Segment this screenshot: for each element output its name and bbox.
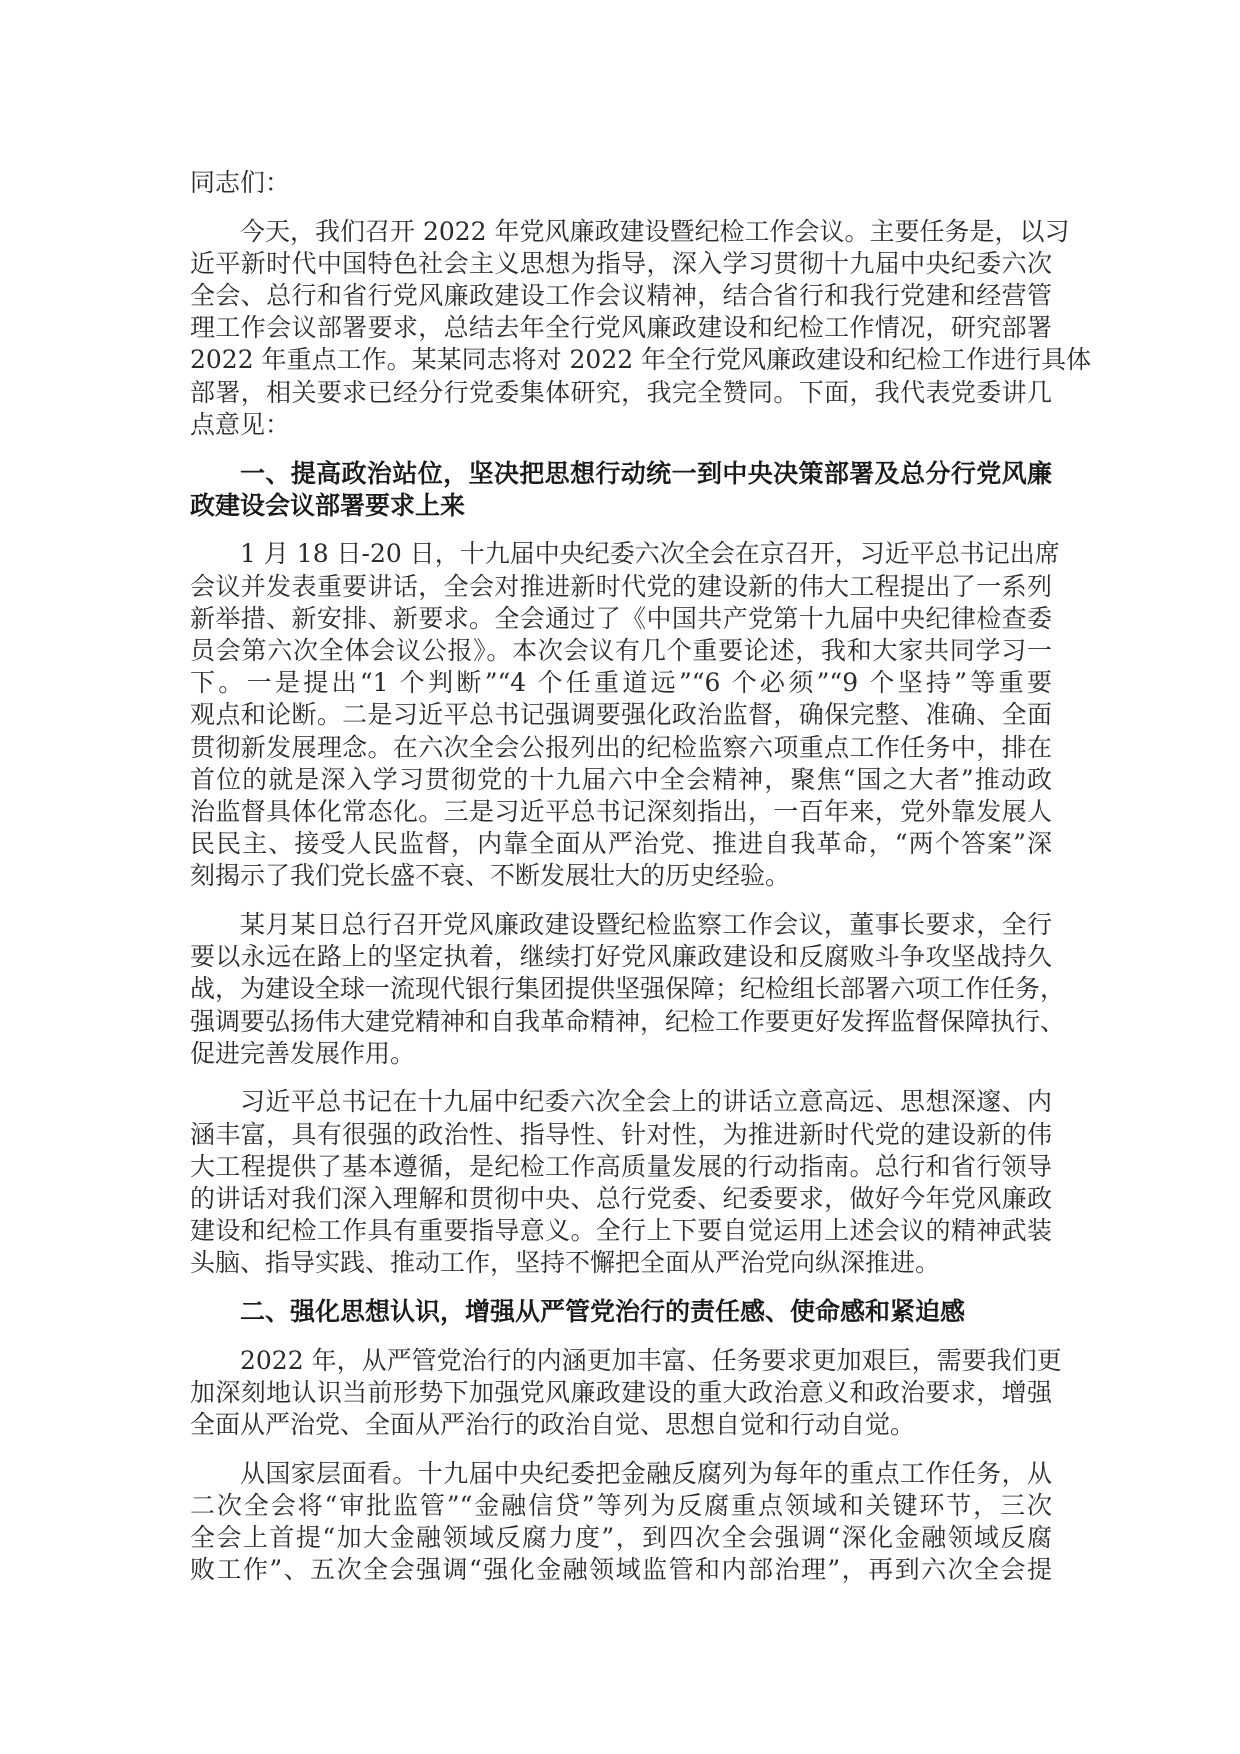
- text-line: 习近平总书记在十九届中纪委六次全会上的讲话立意高远、思想深邃、内: [240, 1087, 1052, 1117]
- body-paragraph: [190, 538, 1060, 892]
- text-line: 员会第六次全体会议公报》。本次会议有几个重要论述，我和大家共同学习一: [190, 635, 1052, 665]
- section-heading: [190, 1296, 1052, 1328]
- section-heading: [190, 458, 1052, 522]
- text-line: 点意见：: [190, 409, 291, 439]
- text-line: 刻揭示了我们党长盛不衰、不断发展壮大的历史经验。: [190, 861, 791, 891]
- text-line: 全会、总行和省行党风廉政建设工作会议精神，结合省行和我行党建和经营管: [190, 281, 1052, 311]
- text-line: 强调要弘扬伟大建党精神和自我革命精神，纪检工作要更好发挥监督保障执行、: [190, 1006, 1066, 1036]
- text-line: 首位的就是深入学习贯彻党的十九届六中全会精神，聚焦“国之大者”推动政: [190, 764, 1052, 794]
- body-paragraph: [190, 1458, 1052, 1587]
- text-line: 一、提高政治站位，坚决把思想行动统一到中央决策部署及总分行党风廉: [240, 458, 1052, 488]
- text-line: 二、强化思想认识，增强从严管党治行的责任感、使命感和紧迫感: [240, 1297, 966, 1326]
- text-line: 新举措、新安排、新要求。全会通过了《中国共产党第十九届中央纪律检查委: [190, 603, 1052, 633]
- text-line: 民民主、接受人民监督，内靠全面从严治党、推进自我革命，“两个答案”深: [190, 829, 1052, 859]
- text-line: 同志们：: [190, 168, 291, 197]
- document-page: [190, 167, 1092, 1603]
- text-line: 头脑、指导实践、推动工作，坚持不懈把全面从严治党向纵深推进。: [190, 1248, 941, 1278]
- text-line: 政建设会议部署要求上来: [190, 490, 466, 520]
- text-line: 部署，相关要求已经分行党委集体研究，我完全赞同。下面，我代表党委讲几: [190, 377, 1052, 407]
- text-line: 观点和论断。二是习近平总书记强调要强化政治监督，确保完整、准确、全面: [190, 700, 1052, 730]
- text-line: 今天，我们召开 2022 年党风廉政建设暨纪检工作会议。主要任务是，以习: [240, 216, 1070, 246]
- text-line: 败工作”、五次全会强调“强化金融领域监管和内部治理”，再到六次全会提: [190, 1555, 1052, 1585]
- salutation: [190, 167, 1052, 199]
- text-line: 全面从严治党、全面从严治行的政治自觉、思想自觉和行动自觉。: [190, 1410, 916, 1440]
- text-line: 近平新时代中国特色社会主义思想为指导，深入学习贯彻十九届中央纪委六次: [190, 248, 1052, 278]
- text-line: 全会上首提“加大金融领域反腐力度”，到四次全会强调“深化金融领域反腐: [190, 1523, 1052, 1553]
- text-line: 涵丰富，具有很强的政治性、指导性、针对性，为推进新时代党的建设新的伟: [190, 1119, 1052, 1149]
- text-line: 某月某日总行召开党风廉政建设暨纪检监察工作会议，董事长要求，全行: [240, 909, 1052, 939]
- text-line: 1 月 18 日-20 日，十九届中央纪委六次全会在京召开，习近平总书记出席: [240, 539, 1060, 569]
- text-line: 2022 年重点工作。某某同志将对 2022 年全行党风廉政建设和纪检工作进行具体: [190, 345, 1092, 375]
- body-paragraph: [190, 1345, 1062, 1442]
- text-line: 贯彻新发展理念。在六次全会公报列出的纪检监察六项重点工作任务中，排在: [190, 732, 1052, 762]
- text-line: 战，为建设全球一流现代银行集团提供坚强保障；纪检组长部署六项工作任务，: [190, 974, 1066, 1004]
- text-line: 大工程提供了基本遵循，是纪检工作高质量发展的行动指南。总行和省行领导: [190, 1151, 1052, 1181]
- body-paragraph: [190, 909, 1066, 1070]
- text-line: 建设和纪检工作具有重要指导意义。全行上下要自觉运用上述会议的精神武装: [190, 1216, 1052, 1246]
- text-line: 二次全会将“审批监管”“金融信贷”等列为反腐重点领域和关键环节，三次: [190, 1490, 1052, 1520]
- text-line: 下。一是提出“1 个判断”“4 个任重道远”“6 个必须”“9 个坚持”等重要: [190, 668, 1052, 698]
- text-line: 2022 年，从严管党治行的内涵更加丰富、任务要求更加艰巨，需要我们更: [240, 1345, 1062, 1375]
- body-paragraph: [190, 216, 1092, 441]
- text-line: 从国家层面看。十九届中央纪委把金融反腐列为每年的重点工作任务，从: [240, 1458, 1052, 1488]
- body-paragraph: [190, 1086, 1052, 1279]
- text-line: 理工作会议部署要求，总结去年全行党风廉政建设和纪检工作情况，研究部署: [190, 313, 1052, 343]
- text-line: 促进完善发展作用。: [190, 1038, 416, 1068]
- text-line: 治监督具体化常态化。三是习近平总书记深刻指出，一百年来，党外靠发展人: [190, 796, 1052, 826]
- text-line: 会议并发表重要讲话，全会对推进新时代党的建设新的伟大工程提出了一系列: [190, 571, 1052, 601]
- text-line: 要以永远在路上的坚定执着，继续打好党风廉政建设和反腐败斗争攻坚战持久: [190, 942, 1052, 972]
- text-line: 的讲话对我们深入理解和贯彻中央、总行党委、纪委要求，做好今年党风廉政: [190, 1183, 1052, 1213]
- text-line: 加深刻地认识当前形势下加强党风廉政建设的重大政治意义和政治要求，增强: [190, 1377, 1052, 1407]
